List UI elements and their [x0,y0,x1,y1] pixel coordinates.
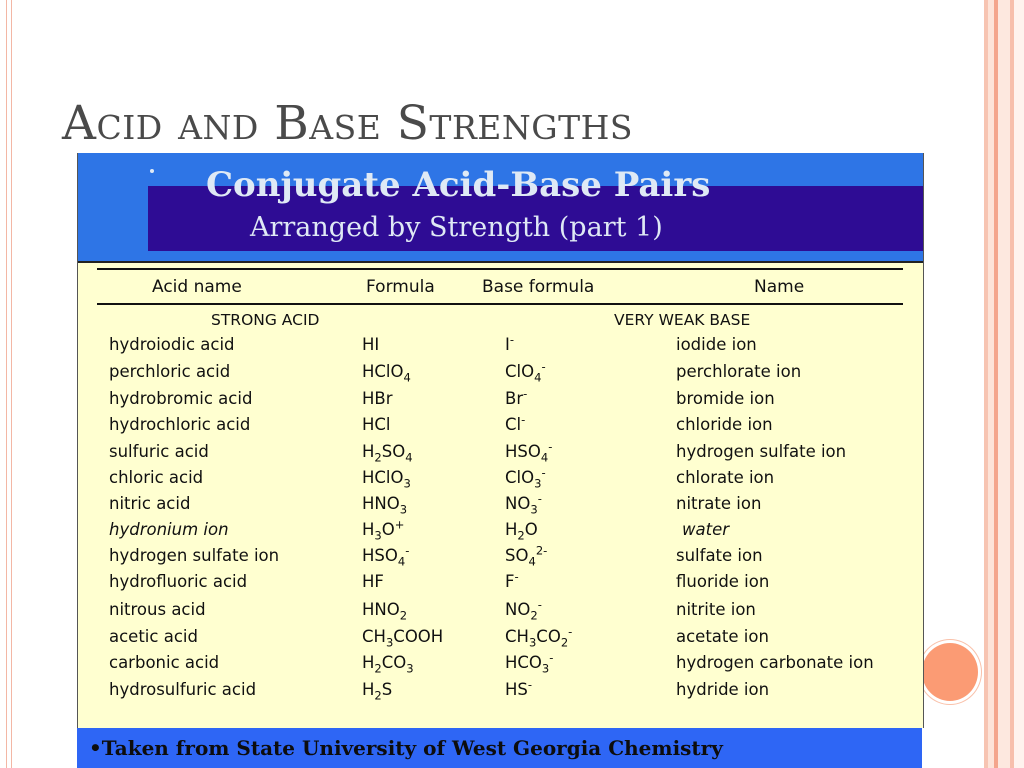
base-formula-cell: $NO_3^-$ [505,491,542,517]
base-name-cell: nitrite ion [676,600,756,619]
figure-header [78,153,923,263]
acid-formula-cell: $HSO_4^-$ [362,543,410,569]
acid-name-cell: perchloric acid [109,362,231,381]
acid-formula-cell: $HNO_2$ [362,600,408,623]
base-name-cell: chlorate ion [676,468,775,487]
acid-name-cell: hydrofluoric acid [109,572,248,591]
acid-name-cell: acetic acid [109,627,198,646]
base-formula-cell: $CH_3CO_2^-$ [505,624,573,650]
col-header-acid-name: Acid name [152,277,242,297]
decorative-circle [919,640,981,704]
base-name-cell: chloride ion [676,415,773,434]
base-formula-cell: Cl- [505,412,526,434]
acid-formula-cell: HCl [362,415,391,434]
base-formula-cell: $H_2O$ [505,520,538,543]
acid-formula-cell: $CH_3COOH$ [362,627,444,650]
base-name-cell: hydrogen carbonate ion [676,653,874,672]
slide-frame-left [6,0,12,768]
acid-name-cell: hydronium ion [109,520,229,539]
base-formula-cell: ClO$_3$- [505,465,546,491]
base-formula-cell: $NO_2^-$ [505,597,542,623]
acid-name-cell: hydrosulfuric acid [109,680,257,699]
base-name-cell: fluoride ion [676,572,770,591]
acid-formula-cell: $H_3O^+$ [362,517,405,543]
acid-name-cell: nitrous acid [109,600,206,619]
base-name-cell: sulfate ion [676,546,763,565]
group-label-very-weak-base: VERY WEAK BASE [614,311,751,329]
acid-name-cell: chloric acid [109,468,204,487]
col-header-name: Name [754,277,805,297]
acid-formula-cell: $H_2SO_4$ [362,442,413,465]
acid-formula-cell: $HNO_3$ [362,494,408,517]
slide-title: Acid and Base Strengths [62,96,634,151]
acid-formula-cell: HI [362,335,380,354]
base-formula-cell: $SO_4^{2-}$ [505,543,548,569]
acid-name-cell: hydroiodic acid [109,335,235,354]
col-header-formula: Formula [366,277,435,297]
group-label-strong-acid: STRONG ACID [211,311,320,329]
base-name-cell: bromide ion [676,389,775,408]
footer-bar [77,728,922,768]
base-name-cell: nitrate ion [676,494,762,513]
base-formula-cell: I- [505,332,515,354]
acid-name-cell: hydrochloric acid [109,415,251,434]
base-formula-cell: HS- [505,677,533,699]
acid-formula-cell: HClO$_3$ [362,468,411,491]
acid-name-cell: hydrogen sulfate ion [109,546,280,565]
base-formula-cell: F- [505,569,519,591]
base-name-cell: perchlorate ion [676,362,802,381]
acid-name-cell: nitric acid [109,494,191,513]
table-header-rule [97,303,903,305]
acid-name-cell: hydrobromic acid [109,389,253,408]
acid-formula-cell: $H_2CO_3$ [362,653,414,676]
base-name-cell: water [682,520,730,539]
figure-title: Conjugate Acid-Base Pairs [206,165,711,205]
table-top-rule [97,268,903,270]
acid-formula-cell: HClO$_4$ [362,362,411,385]
base-name-cell: acetate ion [676,627,769,646]
acid-name-cell: sulfuric acid [109,442,209,461]
acid-formula-cell: HF [362,572,384,591]
base-name-cell: hydrogen sulfate ion [676,442,847,461]
source-note: •Taken from State University of West Georgia Chemistry [89,736,723,760]
base-name-cell: iodide ion [676,335,757,354]
acid-name-cell: carbonic acid [109,653,220,672]
acid-formula-cell: $H_2S$ [362,680,393,703]
conjugate-pairs-figure [77,153,924,728]
acid-formula-cell: HBr [362,389,393,408]
base-name-cell: hydride ion [676,680,770,699]
figure-subtitle: Arranged by Strength (part 1) [250,212,663,243]
base-formula-cell: $HCO_3^-$ [505,650,554,676]
base-formula-cell: Br- [505,386,528,408]
base-formula-cell: ClO$_4$- [505,359,546,385]
col-header-base-formula: Base formula [482,277,595,297]
slide-frame-right [980,0,1024,768]
base-formula-cell: $HSO_4^-$ [505,439,553,465]
